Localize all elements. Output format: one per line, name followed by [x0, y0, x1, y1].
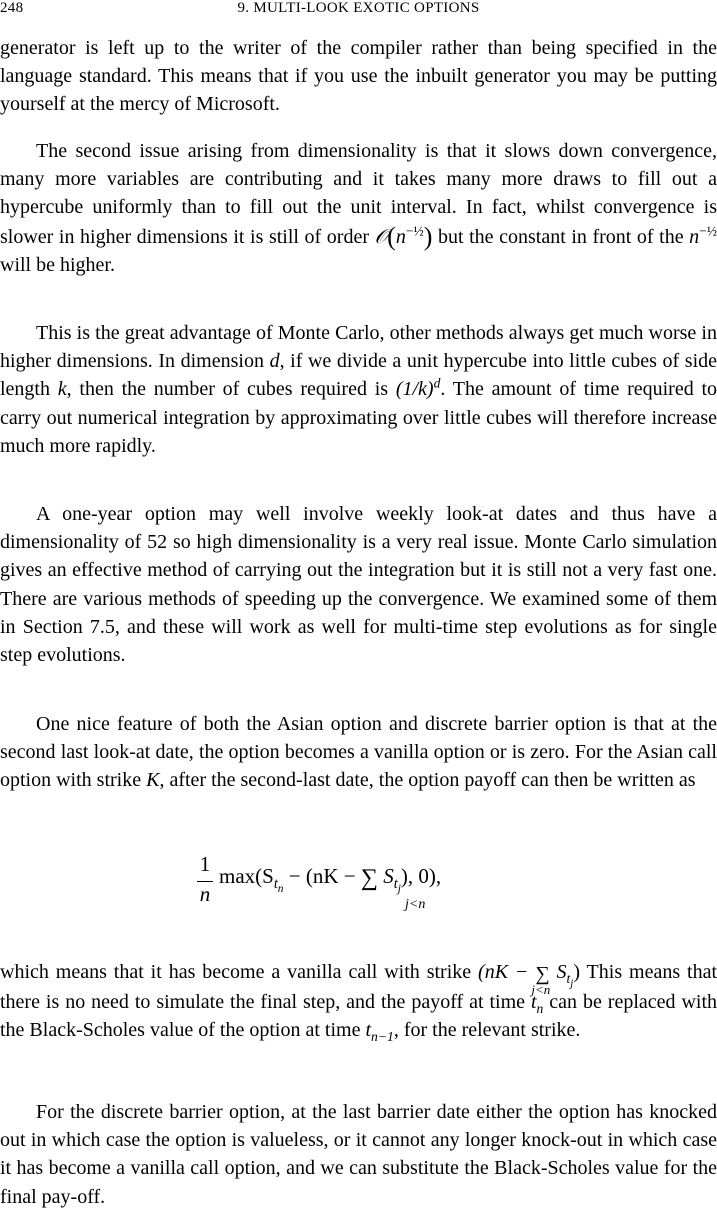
strike-expression: (nK − ∑ j<n $S_{t_j}$)	[478, 961, 580, 997]
paragraph-vanilla-call: which means that it has become a vanilla call with strike (nK − ∑ j<n $S_{t_j}$) This means that there is no need to simulate the final step, and the payoff at time $t_n$ can be replaced with the Black-Scholes value of the option at time $t_{n-1}$, for the relevant strike.	[0, 961, 717, 1045]
paragraph-discrete-barrier: For the discrete barrier option, at the last barrier date either the option has knocked out in which case the option is valueless, or it cannot any longer knock-out in which case it has become a vanilla call option, and we can substitute the Black-Scholes value for the final pay-off.	[0, 1101, 717, 1208]
display-equation-payoff: 1 n $\max(S_{t_n} - (nK$ − ∑ $S_{t_j}$), 0), j<n	[0, 852, 717, 922]
paragraph-asian-option: One nice feature of both the Asian option and discrete barrier option is that at the second last look-at date, the option becomes a vanilla option or is zero. For the Asian call option with strike K, after the second-last date, the option payoff can then be written as	[0, 713, 717, 792]
paragraph-dimensionality-convergence: The second issue arising from dimensionality is that it slows down convergence, many more variables are contributing and it takes many more draws to fill out a hypercube uniformly than to fill out the unit interval. In fact, whilst convergence is slower in higher dimensions it is still of order $𝒪(n^{-\frac{1}{2}})$ but the constant in front of the $n^{-\frac{1}{2}}$ will be higher.	[0, 140, 717, 276]
paragraph-monte-carlo-advantage: This is the great advantage of Monte Carlo, other methods always get much worse in higher dimensions. In dimension d, if we divide a unit hypercube into little cubes of side length k, then the number of cubes required is $(1/k)^d$. The amount of time required to carry out numerical integration by approximating over little cubes will therefore increase much more rapidly.	[0, 322, 717, 457]
order-notation: $𝒪(n^{-\frac{1}{2}})$	[374, 221, 433, 251]
summation-symbol: ∑	[360, 865, 378, 891]
summation-limit: j<n	[405, 897, 426, 912]
chapter-running-title: 9. MULTI-LOOK EXOTIC OPTIONS	[237, 0, 480, 16]
page-number: 248	[0, 0, 24, 16]
running-header	[0, 0, 717, 20]
paragraph-one-year-option: A one-year option may well involve weekly look-at dates and thus have a dimensionality of 52 so high dimensionality is a very real issue. Monte Carlo simulation gives an effective method of carrying out the integration but it is still not a very fast one. There are various methods of speeding up the convergence. We examined some of them in Section 7.5, and these will work as well for multi-time step evolutions as for single step evolutions.	[0, 503, 717, 667]
equation-body: $\max(S_{t_n} - (nK$ − ∑ $S_{t_j}$), 0),	[219, 864, 442, 896]
paragraph-compiler-generator: generator is left up to the writer of the compiler rather than being specified in the language standard. This means that if you use the inbuilt generator you may be putting yourself at the mercy of Microsoft.	[0, 37, 717, 116]
cubes-expression: $(1/k)^d$	[395, 375, 441, 401]
